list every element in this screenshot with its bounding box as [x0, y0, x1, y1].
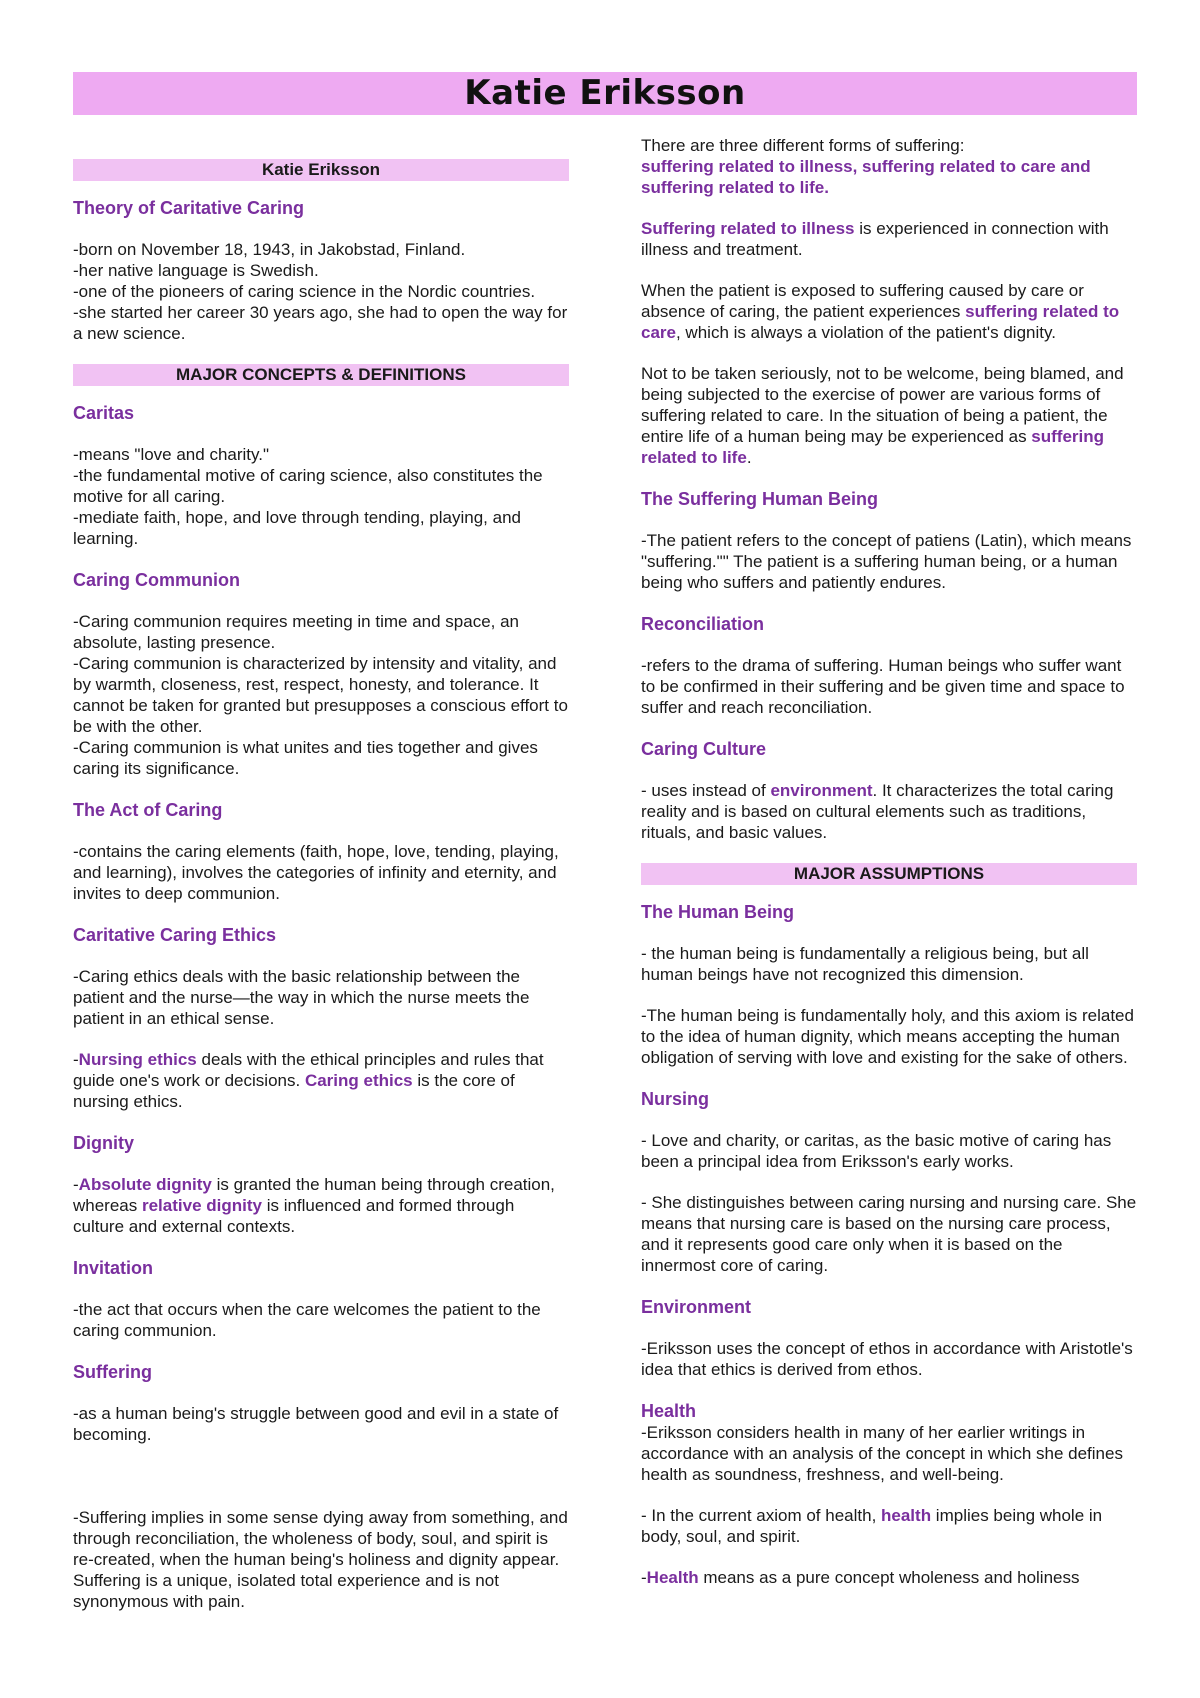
caritas-line: -the fundamental motive of caring science, also constitutes the motive for all caring. — [73, 466, 543, 506]
highlight-term: relative dignity — [141, 1196, 262, 1215]
text-run: - In the current axiom of health, — [641, 1506, 882, 1525]
care-text — [641, 280, 1137, 343]
environment-heading: Environment — [641, 1297, 752, 1317]
reconciliation-text: -refers to the drama of suffering. Human beings who suffer want to be confirmed in their suffering and be given time and space to suffer and reach reconciliation. — [641, 656, 1125, 717]
dignity-heading: Dignity — [73, 1133, 134, 1153]
communion-line: -Caring communion is characterized by intensity and vitality, and by warmth, closeness, rest, respect, honesty, and tolerance. It cannot be taken for granted but presupposes a conscious effort to be with the other. — [73, 654, 568, 736]
assumptions-bar: MAJOR ASSUMPTIONS — [641, 863, 1137, 885]
text-run: means as a pure concept wholeness and holiness — [698, 1568, 1080, 1587]
text-run: When the patient is exposed to suffering caused by care or absence of caring, the patient experiences — [641, 281, 1084, 321]
name-bar: Katie Eriksson — [73, 159, 569, 181]
title-banner — [73, 72, 1137, 115]
text-run: is influenced and formed through culture and external contexts. — [73, 1196, 515, 1236]
bio-line: -her native language is Swedish. — [73, 261, 319, 280]
text-run: Not to be taken seriously, not to be welcome, being blamed, and being subjected to the exercise of power are various forms of suffering related to care. In the situation of being a patient, the entire life of a human being may be experienced as — [641, 364, 1124, 446]
illness-text — [641, 218, 1137, 260]
reconciliation-heading: Reconciliation — [641, 614, 765, 634]
invitation-text: -the act that occurs when the care welcomes the patient to the caring communion. — [73, 1300, 541, 1340]
highlight-term: Suffering related to illness — [641, 219, 855, 238]
text-run: , which is always a violation of the patient's dignity. — [675, 323, 1056, 342]
human-being-heading: The Human Being — [641, 902, 795, 922]
bio-block — [73, 239, 569, 344]
nursing-text: - Love and charity, or caritas, as the basic motive of caring has been a principal idea from Eriksson's early works. — [641, 1131, 1112, 1171]
nursing-text-2: - She distinguishes between caring nursing and nursing care. She means that nursing care is based on the nursing care process, and it represents good care only when it is based on the innermost core of caring. — [641, 1193, 1137, 1275]
highlight-term: Absolute dignity — [78, 1175, 212, 1194]
text-run: . It characterizes the total caring reality and is based on cultural elements such as traditions, rituals, and basic values. — [641, 781, 1114, 842]
highlight-term: suffering related to life — [641, 427, 1105, 467]
text-run: implies being whole in body, soul, and spirit. — [641, 1506, 1103, 1546]
text-run: deals with the ethical principles and rules that guide one's work or decisions. — [73, 1050, 544, 1090]
nursing-heading: Nursing — [641, 1089, 710, 1109]
spacer — [73, 1465, 569, 1507]
bio-line: -one of the pioneers of caring science in the Nordic countries. — [73, 282, 536, 301]
caritas-line: -mediate faith, hope, and love through tending, playing, and learning. — [73, 508, 521, 548]
communion-heading: Caring Communion — [73, 570, 240, 590]
communion-text — [73, 611, 569, 779]
theory-title: Theory of Caritative Caring — [73, 198, 305, 218]
bio-line: -born on November 18, 1943, in Jakobstad, Finland. — [73, 240, 466, 259]
life-text — [641, 363, 1137, 468]
health-heading: Health — [641, 1401, 697, 1421]
bio-line: -she started her career 30 years ago, she had to open the way for a new science. — [73, 303, 568, 343]
forms-text — [641, 135, 1137, 198]
communion-line: -Caring communion requires meeting in time and space, an absolute, lasting presence. — [73, 612, 520, 652]
text-run: - uses instead of — [641, 781, 771, 800]
communion-line: -Caring communion is what unites and ties together and gives caring its significance. — [73, 738, 538, 778]
suffering-human-heading: The Suffering Human Being — [641, 489, 879, 509]
caritas-heading: Caritas — [73, 403, 135, 423]
right-column — [641, 135, 1137, 1608]
invitation-heading: Invitation — [73, 1258, 153, 1278]
highlight-term: Nursing ethics — [78, 1050, 197, 1069]
act-text: -contains the caring elements (faith, hope, love, tending, playing, and learning), involves the categories of infinity and eternity, and invites to deep communion. — [73, 842, 559, 903]
caritas-line: -means "love and charity." — [73, 445, 270, 464]
text-run: - — [73, 1175, 79, 1194]
text-run: . — [746, 448, 752, 467]
suffering-human-text: -The patient refers to the concept of patiens (Latin), which means "suffering."" The patient is a suffering human being, or a human being who suffers and patiently endures. — [641, 531, 1132, 592]
dignity-text — [73, 1174, 569, 1237]
culture-text — [641, 780, 1137, 843]
suffering-text: -as a human being's struggle between good and evil in a state of becoming. — [73, 1404, 559, 1444]
highlight-term: Health — [646, 1568, 699, 1587]
text-run: is the core of nursing ethics. — [73, 1071, 515, 1111]
concepts-bar: MAJOR CONCEPTS & DEFINITIONS — [73, 364, 569, 386]
health-text: -Eriksson considers health in many of her earlier writings in accordance with an analysis of the concept in which she defines health as soundness, freshness, and well-being. — [641, 1423, 1123, 1484]
text-run: - — [641, 1568, 647, 1587]
human-being-text-2: -The human being is fundamentally holy, and this axiom is related to the idea of human dignity, which means accepting the human obligation of serving with love and existing for the sake of others. — [641, 1006, 1134, 1067]
page-title: Katie Eriksson — [464, 73, 746, 113]
culture-heading: Caring Culture — [641, 739, 767, 759]
environment-text: -Eriksson uses the concept of ethos in accordance with Aristotle's idea that ethics is derived from ethos. — [641, 1339, 1133, 1379]
highlight-term: Caring ethics — [304, 1071, 413, 1090]
suffering-heading: Suffering — [73, 1362, 152, 1382]
highlight-term: health — [881, 1506, 932, 1525]
ethics-heading: Caritative Caring Ethics — [73, 925, 277, 945]
highlight-term: environment — [770, 781, 873, 800]
suffering-text-2: -Suffering implies in some sense dying away from something, and through reconciliation, the wholeness of body, soul, and spirit is re-created, when the human being's holiness and dignity appear. Suffering is a unique, isolated total experience and is not synonymous with pain. — [73, 1508, 568, 1611]
text-run: is experienced in connection with illness and treatment. — [641, 219, 1109, 259]
left-column — [73, 159, 569, 1632]
text-run: is granted the human being through creation, whereas — [73, 1175, 555, 1215]
health-text-3 — [641, 1567, 1137, 1588]
act-heading: The Act of Caring — [73, 800, 223, 820]
ethics-text-2 — [73, 1049, 569, 1112]
health-text-2 — [641, 1505, 1137, 1547]
human-being-text: - the human being is fundamentally a religious being, but all human beings have not recognized this dimension. — [641, 944, 1089, 984]
text-run: There are three different forms of suffering: — [641, 136, 965, 155]
text-run: - — [73, 1050, 79, 1069]
highlight-term: suffering related to care — [641, 302, 1120, 342]
highlight-term: suffering related to illness, suffering related to care and suffering related to life. — [641, 157, 1091, 197]
caritas-text — [73, 444, 569, 549]
ethics-text: -Caring ethics deals with the basic relationship between the patient and the nurse—the way in which the nurse meets the patient in an ethical sense. — [73, 967, 530, 1028]
